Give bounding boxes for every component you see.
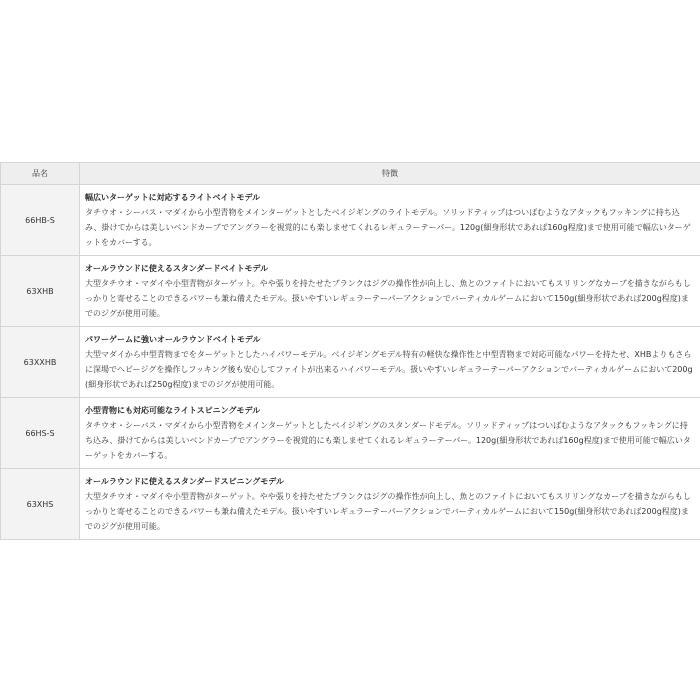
table-header — [1, 163, 700, 185]
feature-title: 幅広いターゲットに対応するライトベイトモデル — [85, 193, 261, 202]
table-row — [1, 256, 700, 327]
feature-cell — [80, 185, 700, 256]
table-row — [1, 469, 700, 540]
feature-cell — [80, 469, 700, 540]
feature-cell — [80, 327, 700, 398]
model-name: 63XXHB — [1, 327, 80, 398]
feature-title: オールラウンドに使えるスタンダードスピニングモデル — [85, 477, 284, 486]
table-row — [1, 398, 700, 469]
feature-description: 大型タチウオ・マダイや小型青物がターゲット。やや張りを持たせたブランクはジグの操作性が向上し、魚とのファイトにおいてもスリリングなカーブを描きながらもしっかりと寄せることのできるパワーも兼ね備えたモデル。扱いやすいレギュラーテーパーアクションでバーティカルゲームにおいて150g(細身形状であれば200g程度)までのジグが使用可能。 — [85, 279, 691, 318]
feature-title: 小型青物にも対応可能なライトスピニングモデル — [85, 406, 261, 415]
feature-title: パワーゲームに強いオールラウンドベイトモデル — [85, 335, 261, 344]
model-name: 63XHS — [1, 469, 80, 540]
model-name: 66HB-S — [1, 185, 80, 256]
header-row — [1, 163, 700, 185]
model-name: 66HS-S — [1, 398, 80, 469]
header-name: 品名 — [1, 163, 80, 185]
feature-description: タチウオ・シーバス・マダイから小型青物をメインターゲットとしたベイジギングのライトモデル。ソリッドティップはついばむようなアタックもフッキングに持ち込み、掛けてからは美しいベンドカーブでアングラーを視覚的にも楽しませてくれるレギュラーテーパー。120g(細身形状であれば160g程度)まで使用可能で幅広いターゲットをカバーする。 — [85, 208, 691, 247]
table-row — [1, 185, 700, 256]
feature-description: 大型タチウオ・マダイや小型青物がターゲット。やや張りを持たせたブランクはジグの操作性が向上し、魚とのファイトにおいてもスリリングなカーブを描きながらもしっかりと寄せることのできるパワーも兼ね備えたモデル。扱いやすいレギュラーテーパーアクションでバーティカルゲームにおいて150g(細身形状であれば200g程度)までのジグが使用可能。 — [85, 492, 691, 531]
feature-cell — [80, 256, 700, 327]
table-row — [1, 327, 700, 398]
header-feature: 特徴 — [80, 163, 700, 185]
spec-table — [0, 162, 700, 540]
feature-description: タチウオ・シーバス・マダイから小型青物をメインターゲットとしたベイジギングのスタンダードモデル。ソリッドティップはついばむようなアタックもフッキングに持ち込み、掛けてからは美しいベンドカーブでアングラーを視覚的にも楽しませてくれるレギュラーテーパー。120g(細身形状であれば160g程度)まで使用可能で幅広いターゲットをカバーする。 — [85, 421, 691, 460]
table-body — [1, 185, 700, 540]
feature-cell — [80, 398, 700, 469]
feature-title: オールラウンドに使えるスタンダードベイトモデル — [85, 264, 269, 273]
feature-description: 大型マダイから中型青物までをターゲットとしたハイパワーモデル。ベイジギングモデル特有の軽快な操作性と中型青物まで対応可能なパワーを持たせ、XHBよりもさらに深場でヘビージグを操作しフッキング後も安心してファイトが出来るハイパワーモデル。扱いやすいレギュラーテーパーアクションでバーティカルゲームにおいて200g(細身形状であれば250g程度)までのジグが使用可能。 — [85, 350, 693, 389]
model-name: 63XHB — [1, 256, 80, 327]
